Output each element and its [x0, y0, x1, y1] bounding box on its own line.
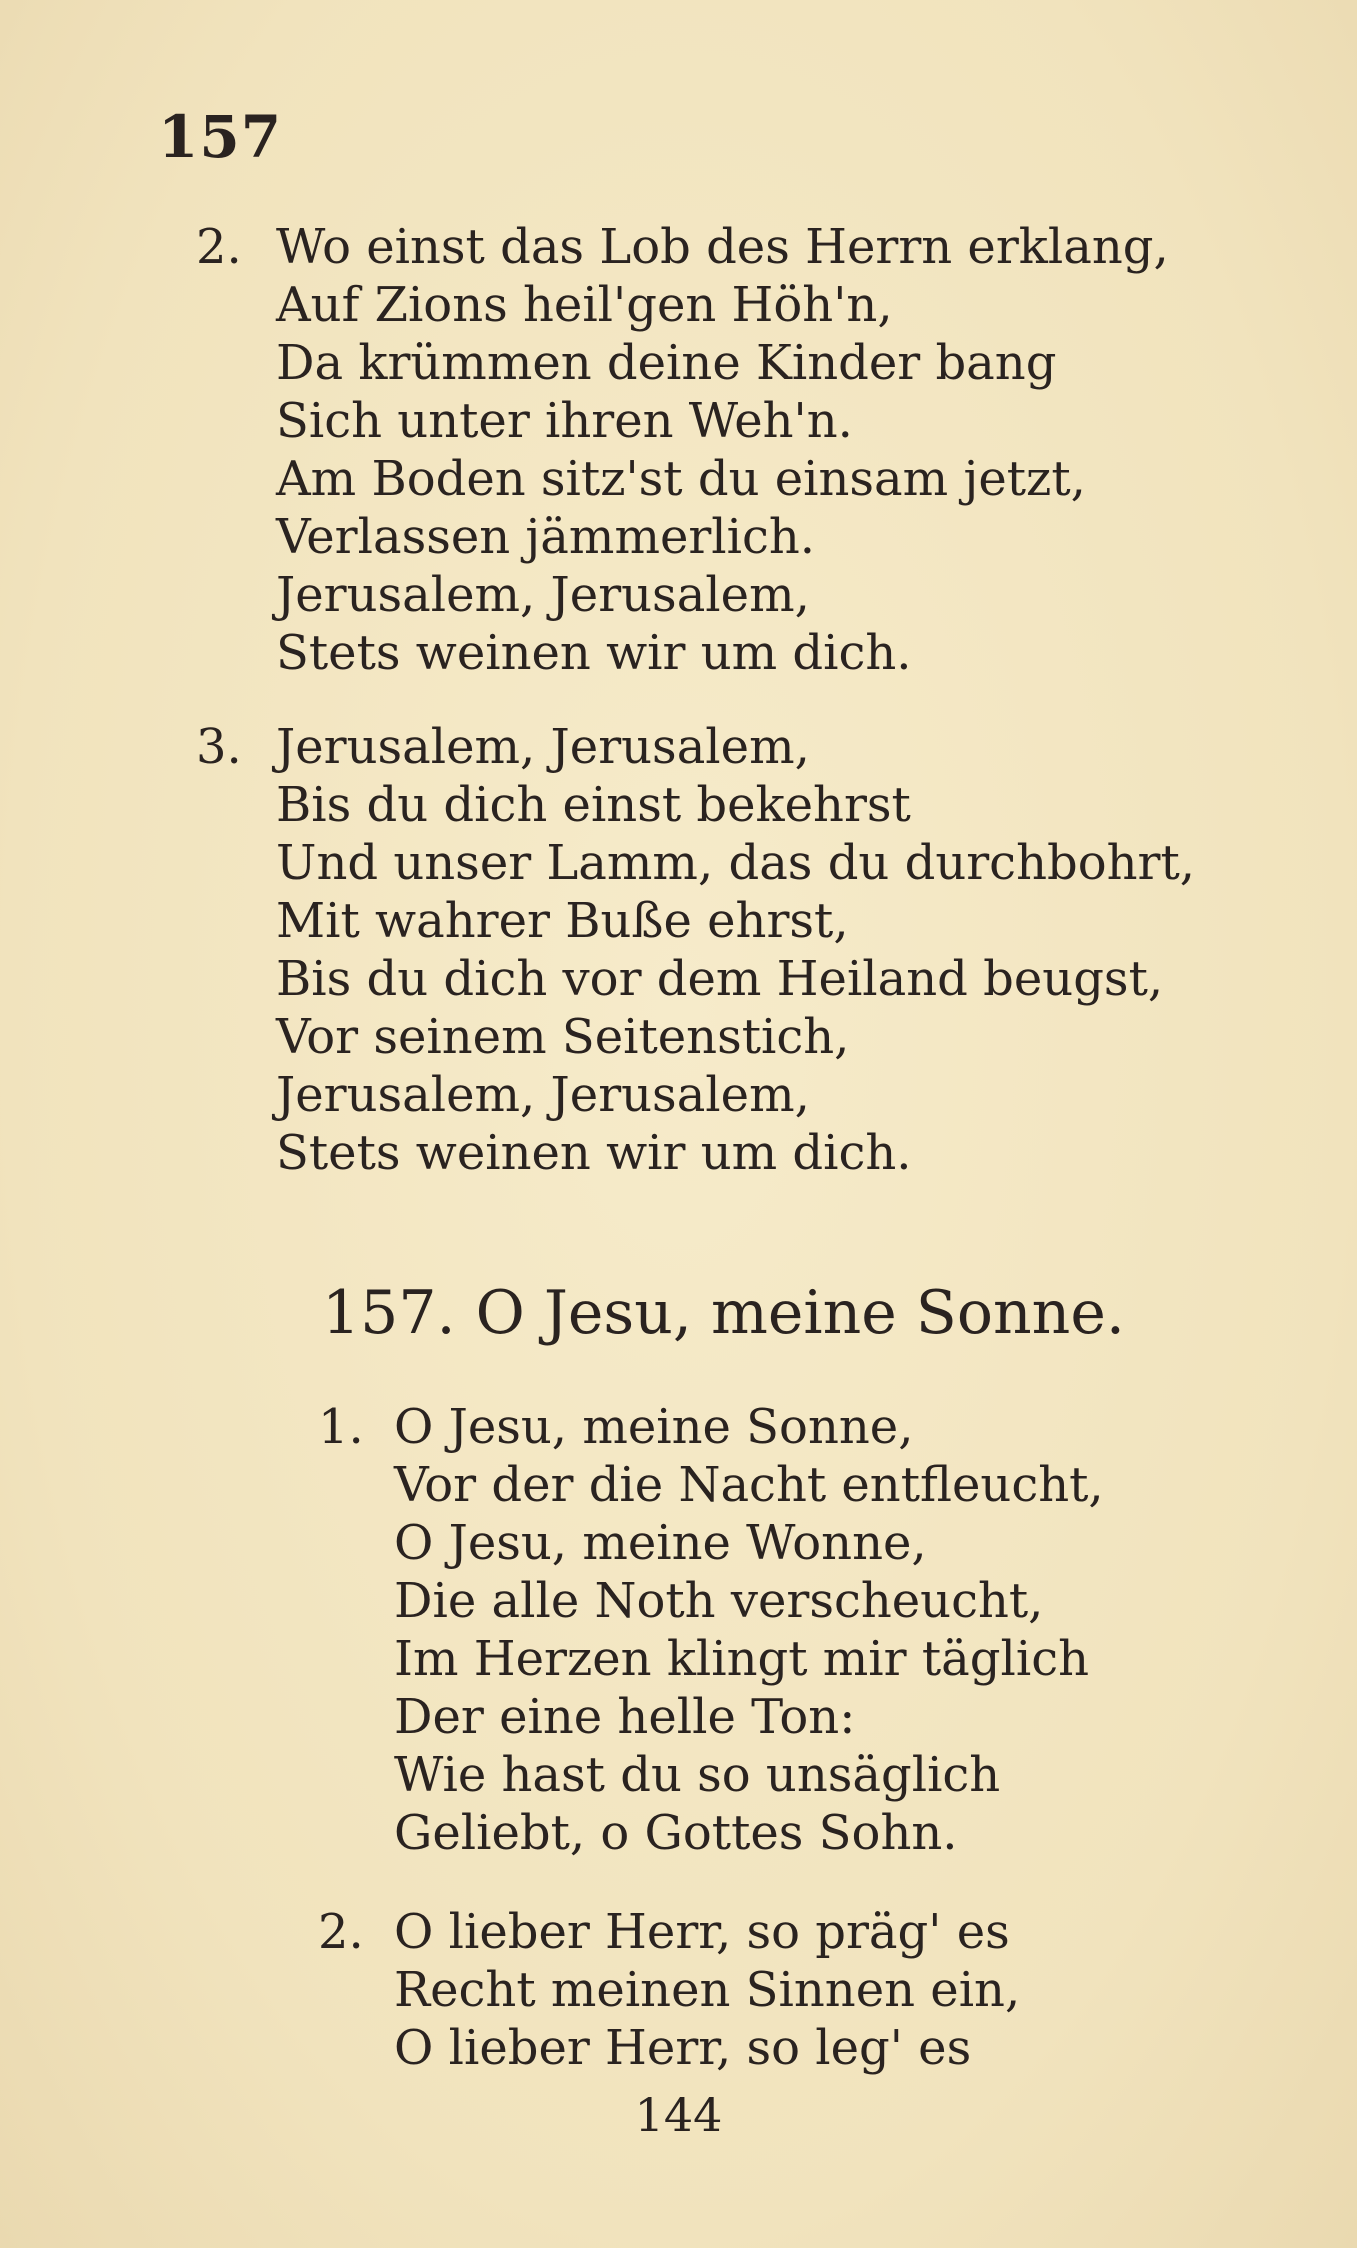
verse-line: Bis du dich einst bekehrst — [276, 777, 911, 833]
hymn-number: 157. — [322, 1278, 456, 1348]
verse-line: Sich unter ihren Weh'n. — [276, 393, 853, 449]
verse-number: 1. — [318, 1399, 364, 1455]
verse-line: O lieber Herr, so leg' es — [394, 2020, 972, 2076]
verse-line: Bis du dich vor dem Heiland beugst, — [276, 951, 1164, 1007]
verse-line: Wie hast du so unsäglich — [394, 1747, 1001, 1803]
running-hymn-number: 157 — [158, 103, 283, 171]
verse-line: Recht meinen Sinnen ein, — [394, 1962, 1021, 2018]
verse-line: Die alle Noth verscheucht, — [394, 1573, 1044, 1629]
verse-line: O Jesu, meine Wonne, — [394, 1515, 927, 1571]
verse-line: Jerusalem, Jerusalem, — [276, 1067, 810, 1123]
verse-line: Da krümmen deine Kinder bang — [276, 335, 1057, 391]
page-number: 144 — [634, 2088, 723, 2142]
verse-line: Und unser Lamm, das du durchbohrt, — [276, 835, 1196, 891]
verse-line: Verlassen jämmerlich. — [276, 509, 816, 565]
verse-line: Jerusalem, Jerusalem, — [276, 567, 810, 623]
verse-lines — [276, 218, 1169, 682]
verse-line: Geliebt, o Gottes Sohn. — [394, 1805, 958, 1861]
verse-number: 2. — [196, 219, 242, 275]
verse-line: O lieber Herr, so präg' es — [394, 1904, 1010, 1960]
verse-lines — [394, 1398, 1104, 1862]
verse-number: 3. — [196, 719, 242, 775]
verse-line: Auf Zions heil'gen Höh'n, — [276, 277, 893, 333]
verse-number: 2. — [318, 1904, 364, 1960]
verse-line: O Jesu, meine Sonne, — [394, 1399, 914, 1455]
verse-line: Im Herzen klingt mir täglich — [394, 1631, 1089, 1687]
verse-line: Wo einst das Lob des Herrn erklang, — [276, 219, 1169, 275]
verse-line: Vor seinem Seitenstich, — [276, 1009, 850, 1065]
verse-lines — [276, 718, 1195, 1182]
verse-line: Mit wahrer Buße ehrst, — [276, 893, 849, 949]
verse-line: Am Boden sitz'st du einsam jetzt, — [276, 451, 1086, 507]
verse-line: Der eine helle Ton: — [394, 1689, 856, 1745]
hymn-heading — [322, 1278, 1125, 1348]
verse-line: Stets weinen wir um dich. — [276, 1125, 912, 1181]
verse-line: Stets weinen wir um dich. — [276, 625, 912, 681]
verse-line: Vor der die Nacht entfleucht, — [394, 1457, 1104, 1513]
hymn-title: O Jesu, meine Sonne. — [475, 1278, 1125, 1348]
verse-lines — [394, 1903, 1020, 2077]
verse-line: Jerusalem, Jerusalem, — [276, 719, 810, 775]
